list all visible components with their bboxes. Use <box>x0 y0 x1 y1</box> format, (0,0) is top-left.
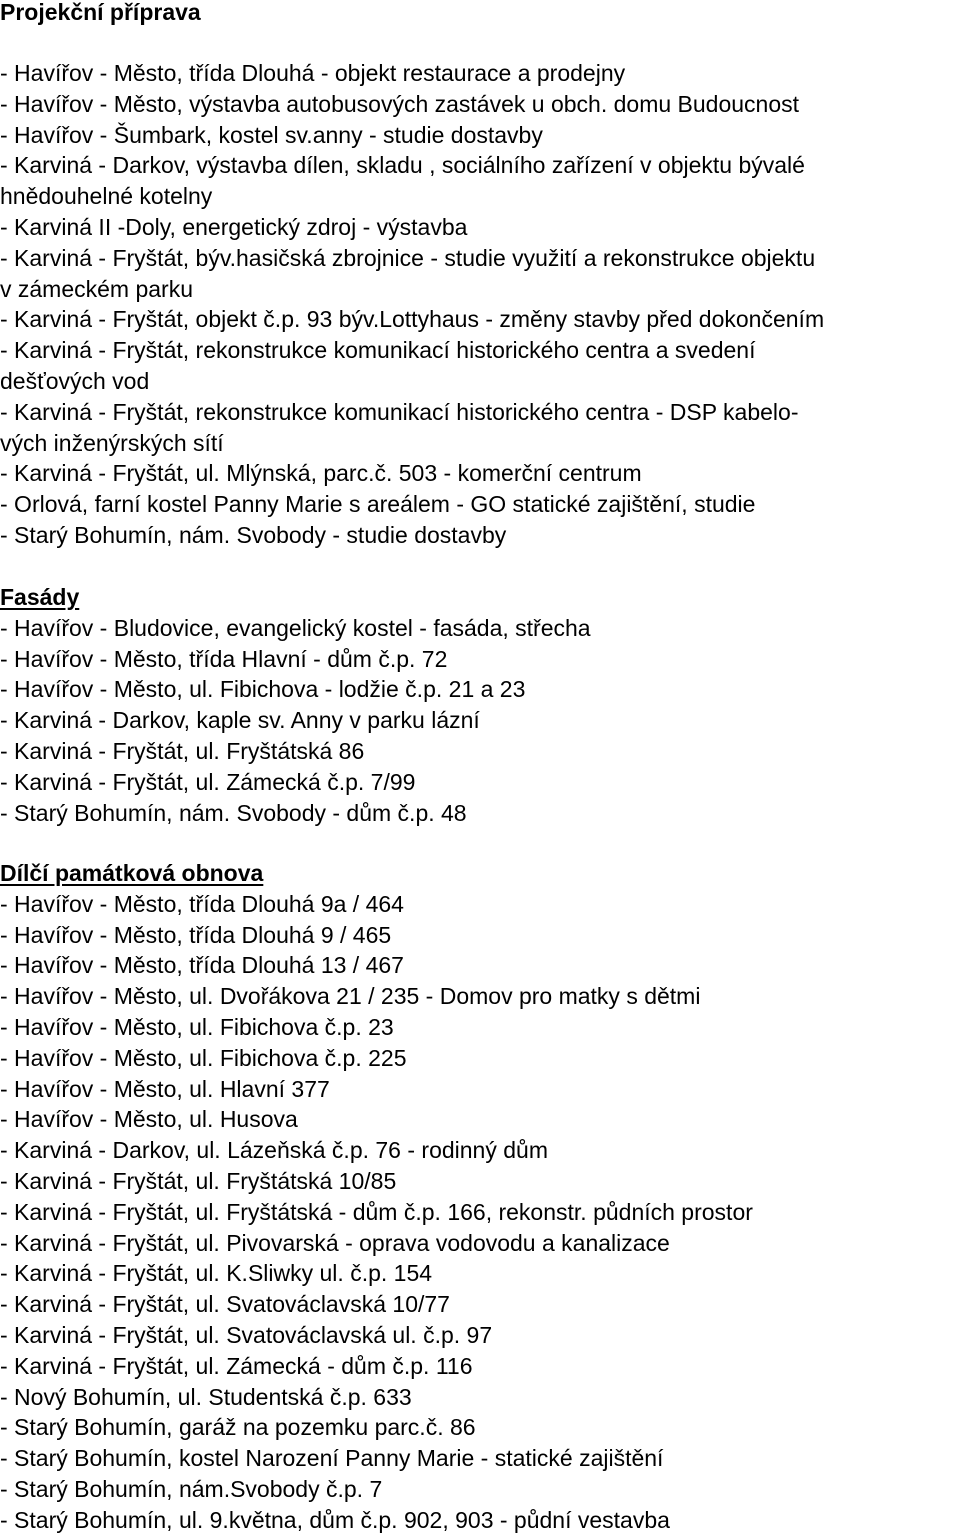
fasady-list <box>0 613 960 829</box>
list-item: - Karviná - Fryštát, ul. Fryštátská 10/85 <box>0 1167 397 1194</box>
section-dilci-pamatkova-obnova <box>0 858 960 1536</box>
list-item: - Havířov - Město, třída Dlouhá 13 / 467 <box>0 952 404 979</box>
section-heading-dilci-pamatkova-obnova: Dílčí památková obnova <box>0 860 264 886</box>
list-item: - Havířov - Město, třída Hlavní - dům č.p. 72 <box>0 645 448 672</box>
list-item: - Karviná - Fryštát, objekt č.p. 93 býv.Lottyhaus - změny stavby před dokončením <box>0 306 825 333</box>
list-item: - Karviná - Darkov, výstavba dílen, skladu , sociálního zařízení v objektu bývalé <box>0 152 805 179</box>
list-item: - Karviná - Fryštát, ul. Fryštátská 86 <box>0 737 365 764</box>
list-item: - Havířov - Město, třída Dlouhá - objekt restaurace a prodejny <box>0 60 626 86</box>
list-item: - Starý Bohumín, nám. Svobody - dům č.p. 48 <box>0 799 467 826</box>
list-item: - Starý Bohumín, nám.Svobody č.p. 7 <box>0 1475 383 1502</box>
list-item: - Karviná - Fryštát, ul. Svatováclavská 10/77 <box>0 1291 450 1318</box>
list-item: - Havířov - Město, ul. Husova <box>0 1106 298 1133</box>
list-item: vých inženýrských sítí <box>0 429 224 456</box>
list-item: - Havířov - Bludovice, evangelický kostel - fasáda, střecha <box>0 614 591 641</box>
list-item: - Havířov - Město, ul. Fibichova - lodžie č.p. 21 a 23 <box>0 676 526 703</box>
list-item: - Nový Bohumín, ul. Studentská č.p. 633 <box>0 1383 412 1410</box>
list-item: - Havířov - Město, ul. Dvořákova 21 / 235 - Domov pro matky s dětmi <box>0 983 701 1010</box>
list-item: - Karviná - Fryštát, ul. Fryštátská - dům č.p. 166, rekonstr. půdních prostor <box>0 1198 753 1225</box>
list-item: v zámeckém parku <box>0 275 194 302</box>
list-item: - Orlová, farní kostel Panny Marie s areálem - GO statické zajištění, studie <box>0 491 756 518</box>
list-item: - Starý Bohumín, ul. 9.května, dům č.p. 902, 903 - půdní vestavba <box>0 1506 670 1533</box>
list-item: - Karviná - Fryštát, rekonstrukce komunikací historického centra a svedení <box>0 337 756 364</box>
list-item: - Starý Bohumín, kostel Narození Panny Marie - statické zajištění <box>0 1445 664 1472</box>
list-item: - Havířov - Město, ul. Hlavní 377 <box>0 1075 330 1102</box>
list-item: - Havířov - Šumbark, kostel sv.anny - studie dostavby <box>0 121 543 148</box>
list-item: - Havířov - Město, výstavba autobusových zastávek u obch. domu Budoucnost <box>0 90 800 117</box>
list-item: - Starý Bohumín, garáž na pozemku parc.č. 86 <box>0 1414 476 1441</box>
list-item: - Karviná - Fryštát, rekonstrukce komunikací historického centra - DSP kabelo- <box>0 398 799 425</box>
list-item: - Starý Bohumín, nám. Svobody - studie dostavby <box>0 521 507 548</box>
list-item: - Karviná - Darkov, kaple sv. Anny v parku lázní <box>0 707 480 734</box>
list-item: - Karviná - Fryštát, ul. Svatováclavská ul. č.p. 97 <box>0 1321 493 1348</box>
list-item: - Karviná - Fryštát, ul. Mlýnská, parc.č. 503 - komerční centrum <box>0 460 642 487</box>
list-item: dešťových vod <box>0 367 150 394</box>
list-item: - Karviná - Fryštát, ul. Pivovarská - oprava vodovodu a kanalizace <box>0 1229 670 1256</box>
list-item: - Karviná - Fryštát, býv.hasičská zbrojnice - studie využití a rekonstrukce objektu <box>0 244 816 271</box>
list-item: - Havířov - Město, ul. Fibichova č.p. 225 <box>0 1044 407 1071</box>
section-projekcni-priprava <box>0 58 960 551</box>
projekcni-list <box>0 58 960 551</box>
list-item: - Havířov - Město, třída Dlouhá 9a / 464 <box>0 890 404 917</box>
document-title: Projekční příprava <box>0 0 201 25</box>
list-item: - Karviná - Darkov, ul. Lázeňská č.p. 76 - rodinný dům <box>0 1137 548 1164</box>
list-item: - Karviná II -Doly, energetický zdroj - výstavba <box>0 213 468 240</box>
list-item: - Karviná - Fryštát, ul. Zámecká č.p. 7/99 <box>0 768 416 795</box>
list-item: - Karviná - Fryštát, ul. K.Sliwky ul. č.p. 154 <box>0 1260 433 1287</box>
dilci-list <box>0 889 960 1536</box>
list-item: hnědouhelné kotelny <box>0 183 213 210</box>
list-item: - Karviná - Fryštát, ul. Zámecká - dům č.p. 116 <box>0 1352 473 1379</box>
section-heading-fasady: Fasády <box>0 584 80 610</box>
list-item: - Havířov - Město, třída Dlouhá 9 / 465 <box>0 921 392 948</box>
list-item: - Havířov - Město, ul. Fibichova č.p. 23 <box>0 1013 394 1040</box>
section-fasady <box>0 582 960 828</box>
